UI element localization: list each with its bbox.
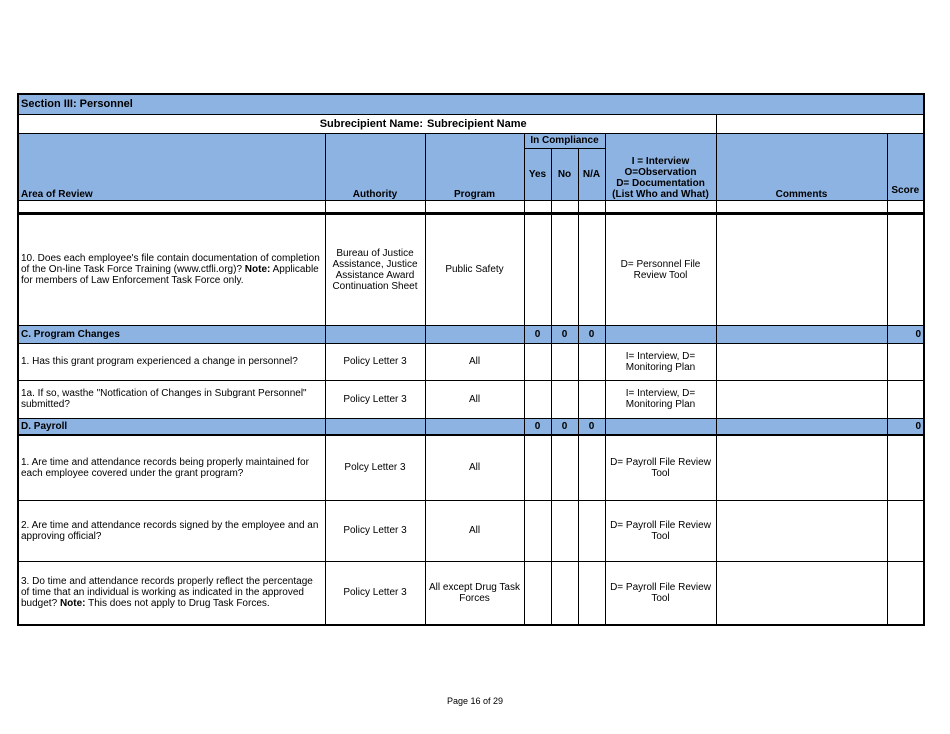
c1a-method: I= Interview, D= Monitoring Plan xyxy=(605,380,716,418)
personnel-review-table xyxy=(17,93,925,626)
header-method-observation: O=Observation xyxy=(624,166,697,178)
d2-score-cell[interactable] xyxy=(887,500,924,561)
table-row xyxy=(18,500,924,561)
c1-na-cell[interactable] xyxy=(578,343,605,380)
c1-method: I= Interview, D= Monitoring Plan xyxy=(605,343,716,380)
d1-comments-cell[interactable] xyxy=(716,435,887,500)
header-method-documentation: D= Documentation xyxy=(616,177,705,189)
section-c-score: 0 xyxy=(887,325,924,343)
d3-text: 3. Do time and attendance records properly reflect the percentage of time that an individual is working as indicated in the approved budget? Note: This does not apply to Drug Task Forces. xyxy=(18,561,325,625)
header-score: Score xyxy=(887,133,924,200)
header-na: N/A xyxy=(578,148,605,200)
c1a-score-cell[interactable] xyxy=(887,380,924,418)
c1a-no-cell[interactable] xyxy=(551,380,578,418)
d3-method: D= Payroll File Review Tool xyxy=(605,561,716,625)
header-area-of-review: Area of Review xyxy=(18,133,325,200)
section-d-yes-total: 0 xyxy=(524,418,551,435)
d1-score-cell[interactable] xyxy=(887,435,924,500)
c1a-authority: Policy Letter 3 xyxy=(325,380,425,418)
d3-na-cell[interactable] xyxy=(578,561,605,625)
d3-program: All except Drug Task Forces xyxy=(425,561,524,625)
c1-program: All xyxy=(425,343,524,380)
c1a-na-cell[interactable] xyxy=(578,380,605,418)
table-row xyxy=(18,435,924,500)
section-c-header xyxy=(18,325,924,343)
c1-comments-cell[interactable] xyxy=(716,343,887,380)
q10-no-cell[interactable] xyxy=(551,213,578,325)
d1-program: All xyxy=(425,435,524,500)
header-no: No xyxy=(551,148,578,200)
header-program: Program xyxy=(425,133,524,200)
d1-no-cell[interactable] xyxy=(551,435,578,500)
q10-yes-cell[interactable] xyxy=(524,213,551,325)
section-c-yes-total: 0 xyxy=(524,325,551,343)
q10-text: 10. Does each employee's file contain documentation of completion of the On-line Task Force Training (www.ctfli.org)? Note: Applicable for members of Law Enforcement Task Force only. xyxy=(18,213,325,325)
d3-score-cell[interactable] xyxy=(887,561,924,625)
d2-comments-cell[interactable] xyxy=(716,500,887,561)
d3-authority: Policy Letter 3 xyxy=(325,561,425,625)
section-title: Section III: Personnel xyxy=(18,94,924,114)
c1a-yes-cell[interactable] xyxy=(524,380,551,418)
section-c-na-total: 0 xyxy=(578,325,605,343)
header-yes: Yes xyxy=(524,148,551,200)
q10-comments-cell[interactable] xyxy=(716,213,887,325)
subrecipient-extra-field[interactable] xyxy=(716,114,924,133)
table-row xyxy=(18,343,924,380)
c1a-text: 1a. If so, wasthe "Notfication of Changes in Subgrant Personnel" submitted? xyxy=(18,380,325,418)
section-d-header xyxy=(18,418,924,435)
section-d-no-total: 0 xyxy=(551,418,578,435)
d1-text: 1. Are time and attendance records being properly maintained for each employee covered under the grant program? xyxy=(18,435,325,500)
subrecipient-name-field[interactable]: Subrecipient Name xyxy=(425,114,716,133)
q10-authority: Bureau of Justice Assistance, Justice Assistance Award Continuation Sheet xyxy=(325,213,425,325)
d1-na-cell[interactable] xyxy=(578,435,605,500)
table-row xyxy=(18,561,924,625)
c1-no-cell[interactable] xyxy=(551,343,578,380)
d3-no-cell[interactable] xyxy=(551,561,578,625)
c1-text: 1. Has this grant program experienced a change in personnel? xyxy=(18,343,325,380)
d2-na-cell[interactable] xyxy=(578,500,605,561)
d2-method: D= Payroll File Review Tool xyxy=(605,500,716,561)
d3-comments-cell[interactable] xyxy=(716,561,887,625)
q10-score-cell[interactable] xyxy=(887,213,924,325)
section-c-title: C. Program Changes xyxy=(18,325,325,343)
c1-authority: Policy Letter 3 xyxy=(325,343,425,380)
header-method-interview: I = Interview xyxy=(631,155,690,167)
section-d-na-total: 0 xyxy=(578,418,605,435)
d1-method: D= Payroll File Review Tool xyxy=(605,435,716,500)
d2-text: 2. Are time and attendance records signed by the employee and an approving official? xyxy=(18,500,325,561)
c1a-comments-cell[interactable] xyxy=(716,380,887,418)
subrecipient-label: Subrecipient Name: xyxy=(18,114,425,133)
q10-na-cell[interactable] xyxy=(578,213,605,325)
header-method xyxy=(605,133,716,200)
d2-authority: Policy Letter 3 xyxy=(325,500,425,561)
table-row xyxy=(18,380,924,418)
header-authority: Authority xyxy=(325,133,425,200)
header-comments: Comments xyxy=(716,133,887,200)
page-number: Page 16 of 29 xyxy=(446,696,504,706)
c1-yes-cell[interactable] xyxy=(524,343,551,380)
section-c-no-total: 0 xyxy=(551,325,578,343)
c1-score-cell[interactable] xyxy=(887,343,924,380)
d2-yes-cell[interactable] xyxy=(524,500,551,561)
table-row xyxy=(18,213,924,325)
q10-program: Public Safety xyxy=(425,213,524,325)
d2-program: All xyxy=(425,500,524,561)
header-method-who-what: (List Who and What) xyxy=(612,188,709,200)
d1-yes-cell[interactable] xyxy=(524,435,551,500)
d2-no-cell[interactable] xyxy=(551,500,578,561)
d3-yes-cell[interactable] xyxy=(524,561,551,625)
section-d-score: 0 xyxy=(887,418,924,435)
q10-method: D= Personnel File Review Tool xyxy=(605,213,716,325)
d1-authority: Polcy Letter 3 xyxy=(325,435,425,500)
c1a-program: All xyxy=(425,380,524,418)
header-in-compliance: In Compliance xyxy=(524,133,605,148)
section-d-title: D. Payroll xyxy=(18,418,325,435)
